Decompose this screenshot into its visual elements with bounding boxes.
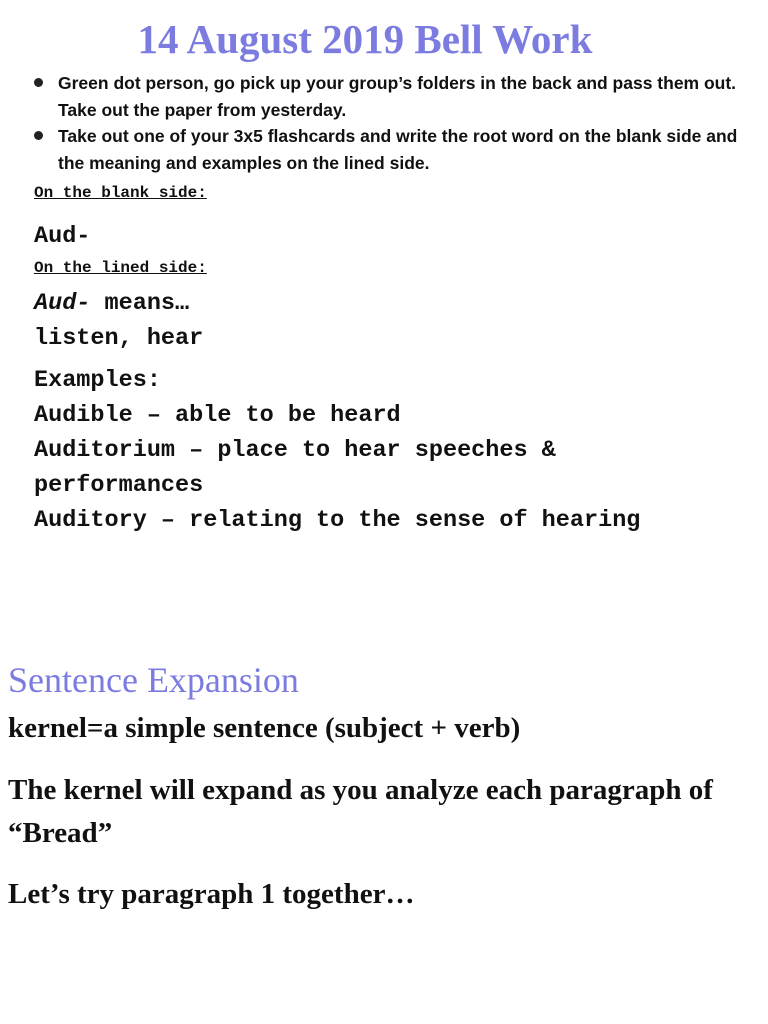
example-item: Audible – able to be heard xyxy=(34,402,401,429)
root-prefix: Aud- xyxy=(34,290,91,317)
means-text: means… xyxy=(90,290,190,317)
sentence-expansion-slide xyxy=(0,640,768,1024)
instruction-text: Take out one of your 3x5 flashcards and write the root word on the blank side and the meaning and examples on the lined side. xyxy=(58,126,738,173)
instruction-list xyxy=(34,70,754,176)
blank-side-heading: On the blank side: xyxy=(34,184,207,202)
example-item: Auditory – relating to the sense of hearing xyxy=(34,507,641,534)
bullet-icon xyxy=(34,131,43,140)
try-together-text: Let’s try paragraph 1 together… xyxy=(8,878,415,910)
kernel-expand-text: The kernel will expand as you analyze each paragraph of “Bread” xyxy=(8,774,713,849)
means-line xyxy=(34,286,189,321)
examples-heading: Examples: xyxy=(34,367,161,394)
root-meaning: listen, hear xyxy=(34,325,204,352)
slide-title: Sentence Expansion xyxy=(8,660,299,700)
examples-block xyxy=(34,363,674,538)
instruction-text: Green dot person, go pick up your group’s folders in the back and pass them out. Take out the paper from yesterday. xyxy=(58,73,737,120)
list-item xyxy=(34,70,754,123)
slide-title: 14 August 2019 Bell Work xyxy=(137,16,593,62)
lined-side-heading: On the lined side: xyxy=(34,259,207,277)
kernel-definition: kernel=a simple sentence (subject + verb) xyxy=(8,712,521,744)
example-item: Auditorium – place to hear speeches & performances xyxy=(34,437,556,499)
bullet-icon xyxy=(34,78,43,87)
root-word: Aud- xyxy=(34,223,91,250)
list-item xyxy=(34,123,754,176)
